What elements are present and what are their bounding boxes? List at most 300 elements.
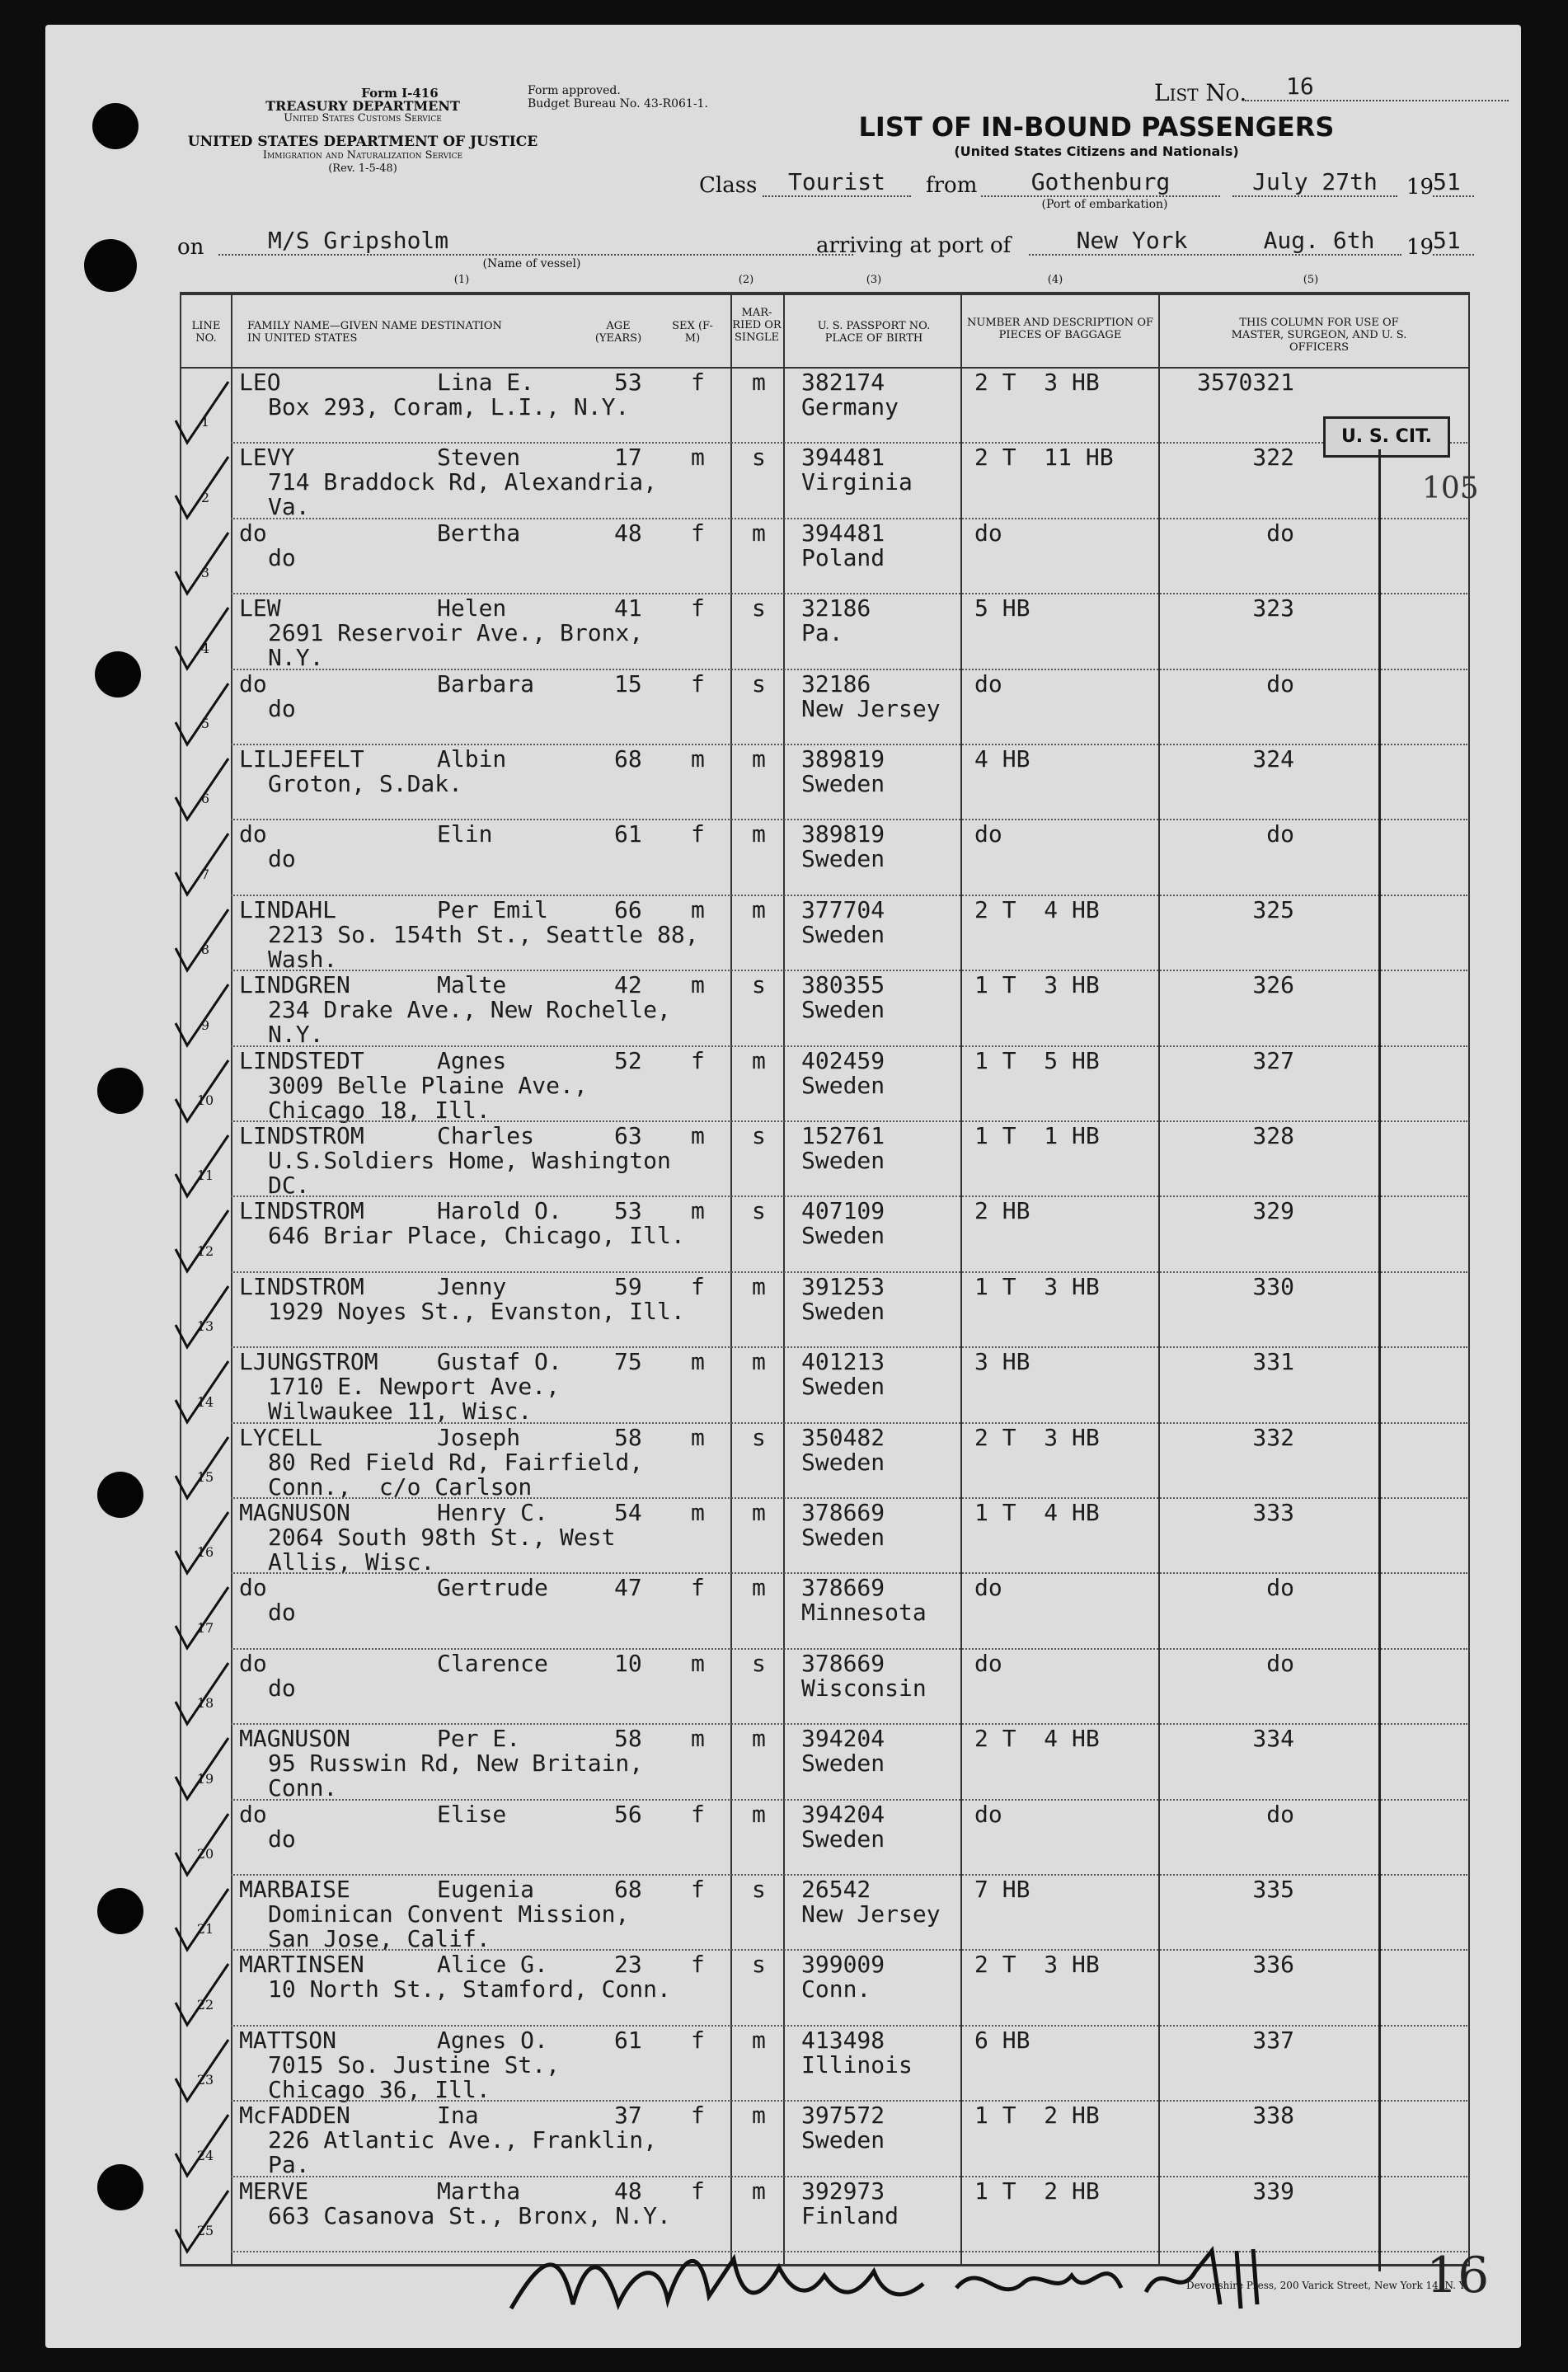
check-mark-icon — [169, 2033, 235, 2107]
revision: (Rev. 1-5-48) — [328, 162, 397, 175]
col-divider — [1158, 292, 1160, 2266]
given-name: Per Emil — [437, 895, 548, 923]
family-name: MAGNUSON — [239, 1725, 350, 1753]
passport-number: 152761 — [801, 1122, 885, 1149]
officer-number: 334 — [1252, 1725, 1294, 1753]
marital-status: s — [752, 669, 766, 698]
age: 48 — [614, 2177, 642, 2205]
baggage: 2 T 3 HB — [974, 1951, 1100, 1979]
check-mark-icon — [169, 1731, 235, 1806]
family-name: LINDSTROM — [239, 1272, 364, 1300]
given-name: Henry C. — [437, 1499, 548, 1526]
col-number: (2) — [738, 274, 754, 286]
passport-number: 394204 — [801, 1725, 885, 1753]
officer-number: 325 — [1252, 895, 1294, 923]
baggage: 2 HB — [974, 1197, 1030, 1225]
marital-status: m — [752, 820, 766, 848]
passport-number: 394481 — [801, 444, 885, 472]
baggage: 5 HB — [974, 594, 1030, 622]
age: 58 — [614, 1423, 642, 1451]
marital-status: s — [752, 1649, 766, 1677]
destination-address: 1929 Noyes St., Evanston, Ill. — [268, 1297, 685, 1325]
place-of-birth: Sweden — [801, 1222, 885, 1250]
header-sex: SEX (F-M) — [672, 320, 713, 345]
us-citizen-stamp: U. S. CIT. — [1323, 416, 1450, 458]
place-of-birth: Sweden — [801, 1373, 885, 1401]
age: 48 — [614, 519, 642, 547]
marital-status: m — [752, 2177, 766, 2205]
destination-address: 1710 E. Newport Ave., — [268, 1373, 561, 1401]
passport-number: 391253 — [801, 1272, 885, 1300]
place-of-birth: Sweden — [801, 770, 885, 797]
marital-status: m — [752, 519, 766, 547]
baggage: 6 HB — [974, 2026, 1030, 2054]
departure-date: July 27th — [1232, 168, 1397, 197]
destination-address: Wash. — [268, 945, 338, 973]
officer-number: 329 — [1252, 1197, 1294, 1225]
line-number: 3 — [200, 565, 210, 581]
passport-number: 392973 — [801, 2177, 885, 2205]
place-of-birth: Sweden — [801, 1071, 885, 1099]
given-name: Eugenia — [437, 1876, 535, 1903]
baggage: 1 T 2 HB — [974, 2102, 1100, 2130]
baggage: do — [974, 820, 1002, 848]
given-name: Ina — [437, 2102, 479, 2130]
punch-hole — [95, 651, 141, 698]
destination-address: do — [268, 1825, 296, 1853]
baggage: do — [974, 519, 1002, 547]
place-of-birth: Germany — [801, 393, 899, 420]
given-name: Martha — [437, 2177, 521, 2205]
age: 75 — [614, 1348, 642, 1376]
given-name: Alice G. — [437, 1951, 548, 1979]
place-of-birth: Sweden — [801, 1448, 885, 1476]
place-of-birth: Sweden — [801, 1524, 885, 1551]
baggage: 3 HB — [974, 1348, 1030, 1376]
age: 54 — [614, 1499, 642, 1526]
line-number: 4 — [200, 640, 210, 656]
check-mark-icon — [169, 1355, 235, 1429]
arrival-date: Aug. 6th — [1237, 227, 1401, 256]
baggage: 1 T 4 HB — [974, 1499, 1100, 1526]
family-name: LILJEFELT — [239, 745, 364, 773]
family-name: MERVE — [239, 2177, 309, 2205]
passport-number: 380355 — [801, 971, 885, 999]
destination-address: do — [268, 845, 296, 873]
destination-address: Conn., c/o Carlson — [268, 1473, 533, 1501]
col-number: (4) — [1047, 274, 1063, 286]
marital-status: m — [752, 1800, 766, 1828]
marital-status: s — [752, 444, 766, 472]
check-mark-icon — [169, 1656, 235, 1731]
sex: f — [691, 369, 705, 396]
family-name: do — [239, 519, 267, 547]
place-of-birth: Sweden — [801, 2126, 885, 2154]
punch-hole — [84, 239, 137, 292]
family-name: LINDSTROM — [239, 1197, 364, 1225]
arriving-label: arriving at port of — [816, 233, 1012, 258]
given-name: Bertha — [437, 519, 521, 547]
sex: f — [691, 1876, 705, 1903]
vessel-note: (Name of vessel) — [482, 257, 581, 270]
place-of-birth: New Jersey — [801, 694, 941, 722]
destination-address: 2213 So. 154th St., Seattle 88, — [268, 920, 699, 948]
destination-address: N.Y. — [268, 644, 324, 672]
family-name: MAGNUSON — [239, 1499, 350, 1526]
officer-number: 332 — [1252, 1423, 1294, 1451]
marital-status: m — [752, 1574, 766, 1602]
check-mark-icon — [169, 677, 235, 751]
sex: m — [691, 1197, 705, 1225]
line-number: 7 — [200, 866, 210, 882]
family-name: LJUNGSTROM — [239, 1348, 378, 1376]
sex: m — [691, 1348, 705, 1376]
baggage: 2 T 4 HB — [974, 1725, 1100, 1753]
sex: m — [691, 895, 705, 923]
family-name: McFADDEN — [239, 2102, 350, 2130]
given-name: Clarence — [437, 1649, 548, 1677]
officer-number: do — [1266, 1574, 1294, 1602]
col-divider — [730, 292, 732, 2266]
destination-address: Conn. — [268, 1774, 338, 1802]
destination-address: 714 Braddock Rd, Alexandria, — [268, 468, 658, 496]
check-mark-icon — [169, 1430, 235, 1505]
officer-number: 323 — [1252, 594, 1294, 622]
age: 68 — [614, 745, 642, 773]
marital-status: m — [752, 1499, 766, 1526]
passport-number: 389819 — [801, 820, 885, 848]
age: 61 — [614, 2026, 642, 2054]
dept-treasury: TREASURY DEPARTMENT — [265, 98, 460, 114]
form-number: Form I-416 — [361, 86, 439, 101]
sex: f — [691, 1272, 705, 1300]
col-number: (1) — [453, 274, 470, 286]
arrival-year: 51 — [1433, 227, 1474, 256]
officer-number: 326 — [1252, 971, 1294, 999]
check-line — [1378, 449, 1381, 2271]
check-mark-icon — [169, 903, 235, 977]
marital-status: s — [752, 971, 766, 999]
age: 63 — [614, 1122, 642, 1149]
punch-hole — [92, 103, 138, 149]
baggage: 1 T 5 HB — [974, 1046, 1100, 1074]
baggage: 4 HB — [974, 745, 1030, 773]
marital-status: s — [752, 1951, 766, 1979]
family-name: do — [239, 820, 267, 848]
col-number: (5) — [1303, 274, 1319, 286]
officer-number: do — [1266, 669, 1294, 698]
family-name: LYCELL — [239, 1423, 323, 1451]
destination-address: Allis, Wisc. — [268, 1548, 435, 1576]
place-of-birth: Wisconsin — [801, 1674, 927, 1702]
printer-imprint: Devonshire Press, 200 Varick Street, New York 14, N. Y. — [1185, 2280, 1467, 2291]
passport-number: 377704 — [801, 895, 885, 923]
passport-number: 26542 — [801, 1876, 871, 1903]
destination-address: do — [268, 1599, 296, 1627]
place-of-birth: Sweden — [801, 1750, 885, 1778]
place-of-birth: Sweden — [801, 845, 885, 873]
age: 41 — [614, 594, 642, 622]
baggage: 2 T 3 HB — [974, 369, 1100, 396]
passport-number: 378669 — [801, 1649, 885, 1677]
family-name: LINDGREN — [239, 971, 350, 999]
check-mark-icon — [169, 1129, 235, 1203]
passport-number: 378669 — [801, 1499, 885, 1526]
line-number: 2 — [200, 489, 210, 505]
officer-number: do — [1266, 1800, 1294, 1828]
destination-address: Pa. — [268, 2151, 310, 2179]
bottom-list-number: 16 — [1426, 2247, 1490, 2304]
passport-number: 378669 — [801, 1574, 885, 1602]
class-label: Class — [699, 173, 758, 198]
line-number: 16 — [196, 1544, 214, 1561]
header-name: FAMILY NAME—GIVEN NAME DESTINATION IN UNITED STATES — [247, 320, 502, 345]
line-number: 20 — [196, 1846, 214, 1862]
sex: f — [691, 2177, 705, 2205]
from-label: from — [926, 173, 978, 198]
punch-hole — [97, 1068, 143, 1114]
dept-customs: United States Customs Service — [284, 112, 442, 124]
family-name: LEVY — [239, 444, 295, 472]
destination-address: Box 293, Coram, L.I., N.Y. — [268, 393, 630, 420]
baggage: 1 T 1 HB — [974, 1122, 1100, 1149]
line-number: 13 — [196, 1318, 214, 1335]
passport-number: 394204 — [801, 1800, 885, 1828]
sex: f — [691, 669, 705, 698]
margin-number: 105 — [1422, 472, 1479, 505]
col-divider — [960, 292, 962, 2266]
line-number: 19 — [196, 1770, 214, 1787]
age: 23 — [614, 1951, 642, 1979]
sex: m — [691, 444, 705, 472]
line-number: 1 — [200, 414, 210, 430]
destination-address: U.S.Soldiers Home, Washington — [268, 1147, 671, 1174]
family-name: MATTSON — [239, 2026, 337, 2054]
baggage: do — [974, 1800, 1002, 1828]
check-mark-icon — [169, 1505, 235, 1580]
destination-address: Dominican Convent Mission, — [268, 1900, 630, 1928]
destination-address: 95 Russwin Rd, New Britain, — [268, 1750, 644, 1778]
sex: f — [691, 1800, 705, 1828]
destination-address: 10 North St., Stamford, Conn. — [268, 1975, 671, 2003]
check-mark-icon — [169, 450, 235, 524]
departure-year: 51 — [1433, 168, 1474, 197]
destination-address: San Jose, Calif. — [268, 1925, 491, 1952]
baggage: 2 T 11 HB — [974, 444, 1114, 472]
sex: f — [691, 2026, 705, 2054]
officer-number: 336 — [1252, 1951, 1294, 1979]
given-name: Jenny — [437, 1272, 507, 1300]
baggage: 2 T 4 HB — [974, 895, 1100, 923]
table-right-border — [1468, 292, 1470, 2266]
budget-bureau: Budget Bureau No. 43-R061-1. — [528, 97, 708, 110]
col-number: (3) — [866, 274, 882, 286]
age: 58 — [614, 1725, 642, 1753]
destination-address: 646 Briar Place, Chicago, Ill. — [268, 1222, 685, 1250]
place-of-birth: Sweden — [801, 920, 885, 948]
destination-address: do — [268, 694, 296, 722]
family-name: MARBAISE — [239, 1876, 350, 1903]
list-no-label: List No. — [1154, 79, 1247, 106]
destination-address: 226 Atlantic Ave., Franklin, — [268, 2126, 658, 2154]
sex: m — [691, 745, 705, 773]
col-divider — [783, 292, 785, 2266]
passport-number: 32186 — [801, 669, 871, 698]
sex: m — [691, 1649, 705, 1677]
marital-status: s — [752, 1876, 766, 1903]
age: 68 — [614, 1876, 642, 1903]
sex: m — [691, 1122, 705, 1149]
officer-number: 337 — [1252, 2026, 1294, 2054]
line-number: 11 — [196, 1167, 214, 1184]
age: 10 — [614, 1649, 642, 1677]
officer-number: 330 — [1252, 1272, 1294, 1300]
line-number: 12 — [196, 1242, 214, 1259]
baggage: do — [974, 669, 1002, 698]
given-name: Agnes O. — [437, 2026, 548, 2054]
line-number: 9 — [200, 1017, 210, 1033]
destination-address: Chicago 18, Ill. — [268, 1096, 491, 1124]
family-name: LEW — [239, 594, 281, 622]
age: 15 — [614, 669, 642, 698]
place-of-birth: Sweden — [801, 1825, 885, 1853]
given-name: Barbara — [437, 669, 535, 698]
place-of-birth: Illinois — [801, 2050, 913, 2078]
given-name: Harold O. — [437, 1197, 562, 1225]
marital-status: m — [752, 2102, 766, 2130]
list-number: 16 — [1245, 73, 1509, 101]
destination-address: 3009 Belle Plaine Ave., — [268, 1071, 588, 1099]
destination-address: Groton, S.Dak. — [268, 770, 463, 797]
marital-status: m — [752, 895, 766, 923]
marital-status: m — [752, 2026, 766, 2054]
passport-number: 402459 — [801, 1046, 885, 1074]
given-name: Lina E. — [437, 369, 535, 396]
passport-number: 382174 — [801, 369, 885, 396]
officer-number: do — [1266, 519, 1294, 547]
destination-address: do — [268, 543, 296, 571]
place-of-birth: New Jersey — [801, 1900, 941, 1928]
given-name: Helen — [437, 594, 507, 622]
form-approved: Form approved. — [528, 84, 621, 97]
age: 42 — [614, 971, 642, 999]
age: 37 — [614, 2102, 642, 2130]
family-name: LINDSTEDT — [239, 1046, 364, 1074]
given-name: Malte — [437, 971, 507, 999]
sex: f — [691, 820, 705, 848]
line-number: 15 — [196, 1469, 214, 1485]
header-officers: THIS COLUMN FOR USE OF MASTER, SURGEON, AND U. S. OFFICERS — [1231, 317, 1407, 354]
given-name: Joseph — [437, 1423, 521, 1451]
sex: f — [691, 519, 705, 547]
year-prefix: 19 — [1406, 235, 1434, 260]
destination-address: 7015 So. Justine St., — [268, 2050, 561, 2078]
officer-number: 322 — [1252, 444, 1294, 472]
family-name: do — [239, 1800, 267, 1828]
place-of-birth: Pa. — [801, 619, 843, 647]
given-name: Albin — [437, 745, 507, 773]
age: 47 — [614, 1574, 642, 1602]
given-name: Gertrude — [437, 1574, 548, 1602]
sex: f — [691, 2102, 705, 2130]
check-mark-icon — [169, 526, 235, 600]
given-name: Charles — [437, 1122, 535, 1149]
port-embarkation-note: (Port of embarkation) — [1041, 198, 1168, 211]
check-mark-icon — [169, 601, 235, 675]
passport-number: 413498 — [801, 2026, 885, 2054]
destination-address: 234 Drake Ave., New Rochelle, — [268, 996, 671, 1024]
vessel-name: M/S Gripsholm — [218, 227, 853, 256]
destination-address: 663 Casanova St., Bronx, N.Y. — [268, 2201, 671, 2229]
class-value: Tourist — [763, 168, 911, 197]
check-mark-icon — [169, 1957, 235, 2031]
line-number: 21 — [196, 1921, 214, 1938]
header-married: MAR-RIED OR SINGLE — [732, 307, 782, 344]
passport-number: 32186 — [801, 594, 871, 622]
given-name: Per E. — [437, 1725, 521, 1753]
check-mark-icon — [169, 752, 235, 826]
arrival-port: New York — [1029, 227, 1235, 256]
family-name: MARTINSEN — [239, 1951, 364, 1979]
check-mark-icon — [169, 1280, 235, 1354]
officer-number: 331 — [1252, 1348, 1294, 1376]
inspector-signature — [495, 2226, 1401, 2325]
sex: m — [691, 1423, 705, 1451]
passport-number: 401213 — [801, 1348, 885, 1376]
header-passport: U. S. PASSPORT NO. PLACE OF BIRTH — [817, 320, 931, 345]
family-name: LINDAHL — [239, 895, 337, 923]
check-mark-icon — [169, 2184, 235, 2258]
passport-number: 399009 — [801, 1951, 885, 1979]
port-of-embarkation: Gothenburg — [981, 168, 1220, 197]
place-of-birth: Conn. — [801, 1975, 871, 2003]
punch-hole — [97, 2164, 143, 2210]
age: 53 — [614, 1197, 642, 1225]
sex: f — [691, 1574, 705, 1602]
marital-status: s — [752, 1423, 766, 1451]
baggage: 7 HB — [974, 1876, 1030, 1903]
age: 66 — [614, 895, 642, 923]
family-name: LINDSTROM — [239, 1122, 364, 1149]
year-prefix: 19 — [1406, 175, 1434, 200]
place-of-birth: Sweden — [801, 1147, 885, 1174]
sex: f — [691, 594, 705, 622]
marital-status: m — [752, 1046, 766, 1074]
table-top-rule — [180, 292, 1470, 295]
sex: m — [691, 1725, 705, 1753]
place-of-birth: Finland — [801, 2201, 899, 2229]
line-number: 24 — [196, 2147, 214, 2163]
officer-number: 3570321 — [1196, 369, 1294, 396]
sex: f — [691, 1046, 705, 1074]
destination-address: Va. — [268, 493, 310, 521]
age: 17 — [614, 444, 642, 472]
family-name: LEO — [239, 369, 281, 396]
line-number: 22 — [196, 1996, 214, 2013]
officer-number: 339 — [1252, 2177, 1294, 2205]
place-of-birth: Sweden — [801, 1297, 885, 1325]
place-of-birth: Virginia — [801, 468, 913, 496]
age: 52 — [614, 1046, 642, 1074]
line-number: 14 — [196, 1393, 214, 1410]
header-baggage: NUMBER AND DESCRIPTION OF PIECES OF BAGGAGE — [966, 317, 1153, 341]
age: 56 — [614, 1800, 642, 1828]
marital-status: m — [752, 1725, 766, 1753]
document-subtitle: (United States Citizens and Nationals) — [954, 143, 1239, 159]
baggage: 1 T 2 HB — [974, 2177, 1100, 2205]
given-name: Elin — [437, 820, 493, 848]
baggage: 1 T 3 HB — [974, 1272, 1100, 1300]
